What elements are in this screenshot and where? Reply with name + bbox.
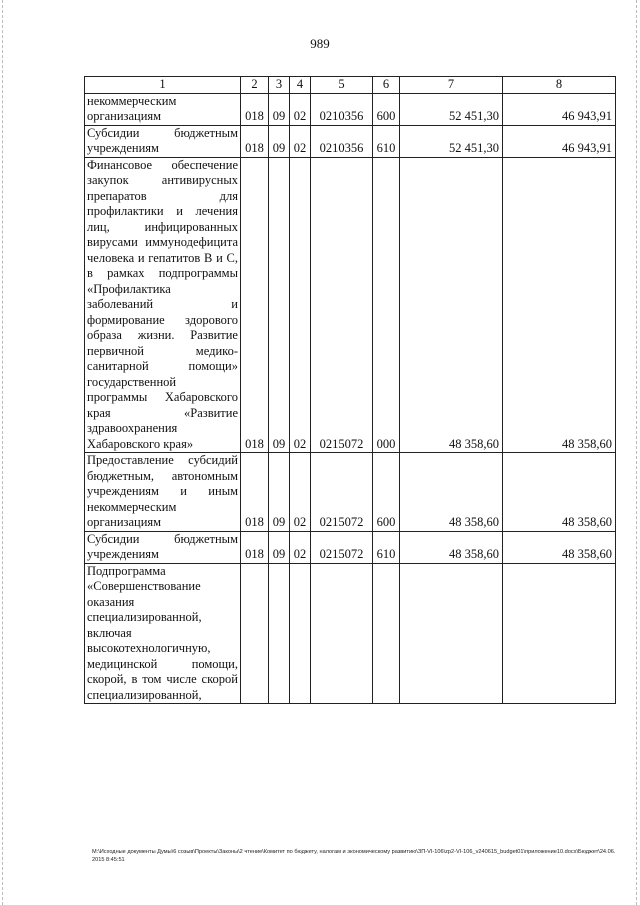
scan-edge-right (636, 0, 637, 905)
document-path-footer: M:\Исходные документы Думы\6 созыв\Проекты\Законы\2 чтение\Комитет по бюджету, налогам и экономическому развитию\ЗП-VI-106\zp2-VI-106_v240615_budget01\приложение10.docx\Бюджет\24.06.2015 8:45:51 (92, 849, 616, 863)
cell-amount-2: 48 358,60 (503, 453, 616, 532)
cell-target-code (311, 563, 373, 704)
table-row (85, 125, 616, 157)
cell-ministry: 018 (241, 157, 269, 453)
column-header: 6 (373, 77, 400, 94)
cell-expense-type: 000 (373, 157, 400, 453)
budget-table (84, 76, 616, 704)
cell-target-code: 0215072 (311, 531, 373, 563)
cell-section: 09 (269, 93, 290, 125)
cell-expense-type: 610 (373, 531, 400, 563)
cell-amount-1: 52 451,30 (400, 93, 503, 125)
cell-amount-1: 48 358,60 (400, 531, 503, 563)
cell-ministry: 018 (241, 125, 269, 157)
cell-ministry: 018 (241, 453, 269, 532)
cell-expense-type (373, 563, 400, 704)
scan-edge-left (2, 0, 3, 905)
column-header: 2 (241, 77, 269, 94)
cell-amount-2: 46 943,91 (503, 93, 616, 125)
cell-amount-1: 48 358,60 (400, 157, 503, 453)
cell-amount-2 (503, 563, 616, 704)
cell-target-code: 0215072 (311, 453, 373, 532)
row-name: Предоставление субсидий бюджетным, автономным учреждениям и иным некоммерческим организациям (85, 453, 241, 532)
table-row (85, 157, 616, 453)
cell-amount-2: 48 358,60 (503, 531, 616, 563)
column-header: 7 (400, 77, 503, 94)
cell-subsection: 02 (290, 125, 311, 157)
cell-amount-2: 46 943,91 (503, 125, 616, 157)
column-header: 4 (290, 77, 311, 94)
cell-amount-1: 48 358,60 (400, 453, 503, 532)
cell-subsection: 02 (290, 157, 311, 453)
cell-target-code: 0210356 (311, 93, 373, 125)
table-row (85, 453, 616, 532)
row-name: Подпрограмма «Совершенствование оказания специализированной, включая высокотехнологичную, медицинской помощи, скорой, в том числе скорой специализированной, (85, 563, 241, 704)
row-name: некоммерческим организациям (85, 93, 241, 125)
row-name: Субсидии бюджетным учреждениям (85, 531, 241, 563)
cell-section (269, 563, 290, 704)
cell-subsection (290, 563, 311, 704)
cell-expense-type: 600 (373, 93, 400, 125)
cell-target-code: 0210356 (311, 125, 373, 157)
cell-ministry: 018 (241, 93, 269, 125)
page-number: 989 (310, 36, 330, 51)
column-header: 3 (269, 77, 290, 94)
cell-subsection: 02 (290, 453, 311, 532)
row-name: Субсидии бюджетным учреждениям (85, 125, 241, 157)
table-row (85, 563, 616, 704)
cell-subsection: 02 (290, 531, 311, 563)
column-header: 5 (311, 77, 373, 94)
column-header: 8 (503, 77, 616, 94)
cell-section: 09 (269, 157, 290, 453)
cell-section: 09 (269, 125, 290, 157)
cell-amount-1 (400, 563, 503, 704)
column-header: 1 (85, 77, 241, 94)
table-row (85, 531, 616, 563)
table-row (85, 93, 616, 125)
cell-subsection: 02 (290, 93, 311, 125)
cell-expense-type: 600 (373, 453, 400, 532)
table-header-row (85, 77, 616, 94)
cell-target-code: 0215072 (311, 157, 373, 453)
cell-section: 09 (269, 531, 290, 563)
cell-amount-1: 52 451,30 (400, 125, 503, 157)
cell-section: 09 (269, 453, 290, 532)
cell-expense-type: 610 (373, 125, 400, 157)
cell-ministry: 018 (241, 531, 269, 563)
row-name: Финансовое обеспечение закупок антивирусных препаратов для профилактики и лечения лиц, инфицированных вирусами иммунодефицита человека и гепатитов В и С, в рамках подпрограммы «Профилактика заболеваний и формирование здорового образа жизни. Развитие первичной медико-санитарной помощи» государственной программы Хабаровского края «Развитие здравоохранения Хабаровского края» (85, 157, 241, 453)
cell-ministry (241, 563, 269, 704)
cell-amount-2: 48 358,60 (503, 157, 616, 453)
